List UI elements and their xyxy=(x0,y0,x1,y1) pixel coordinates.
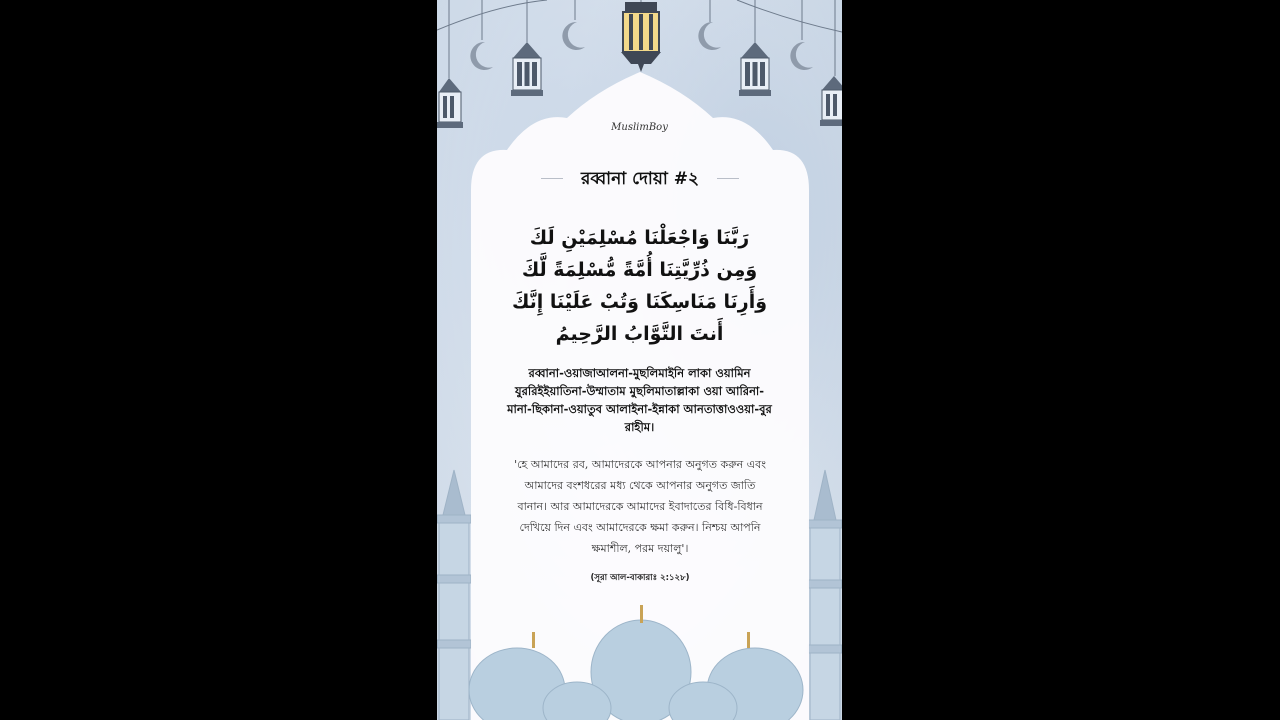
brand-watermark: MuslimBoy xyxy=(611,122,668,133)
verse-reference: (সূরা আল-বাকারাঃ ২:১২৮) xyxy=(590,573,690,583)
poster xyxy=(437,0,842,720)
arabic-verse: رَبَّنَا وَاجْعَلْنَا مُسْلِمَيْنِ لَكَ وَمِن ذُرِّيَّتِنَا أُمَّةً مُّسْلِمَةً لَّكَ وَأَرِنَا مَنَاسِكَنَا وَتُبْ عَلَيْنَا إِنَّكَ أَنتَ التَّوَّابُ الرَّحِيمُ xyxy=(511,227,768,345)
arch-card xyxy=(437,0,842,720)
transliteration: রব্বানা-ওয়াজাআলনা-মুছলিমাইনি লাকা ওয়ামিন যুররিইইয়াতিনা-উম্মাতাম মুছলিমাতাল্লাকা ওয়া আরিনা-মানা-ছিকানা-ওয়াতুব আলাইনা-ইন্নাকা আনতাত্তাওওয়া-বুর রাহীম। xyxy=(507,366,772,434)
translation-meaning: 'হে আমাদের রব, আমাদেরকে আপনার অনুগত করুন এবং আমাদের বংশধরের মধ্য থেকে আপনার অনুগত জাতি বানান। আর আমাদেরকে আমাদের ইবাদাতের বিধি-বিধান দেখিয়ে দিন এবং আমাদেরকে ক্ষমা করুন। নিশ্চয় আপনি ক্ষমাশীল, পরম দয়ালু'। xyxy=(514,458,766,555)
title-rule-right xyxy=(717,178,739,179)
page-title: রব্বানা দোয়া #২ xyxy=(580,169,700,189)
